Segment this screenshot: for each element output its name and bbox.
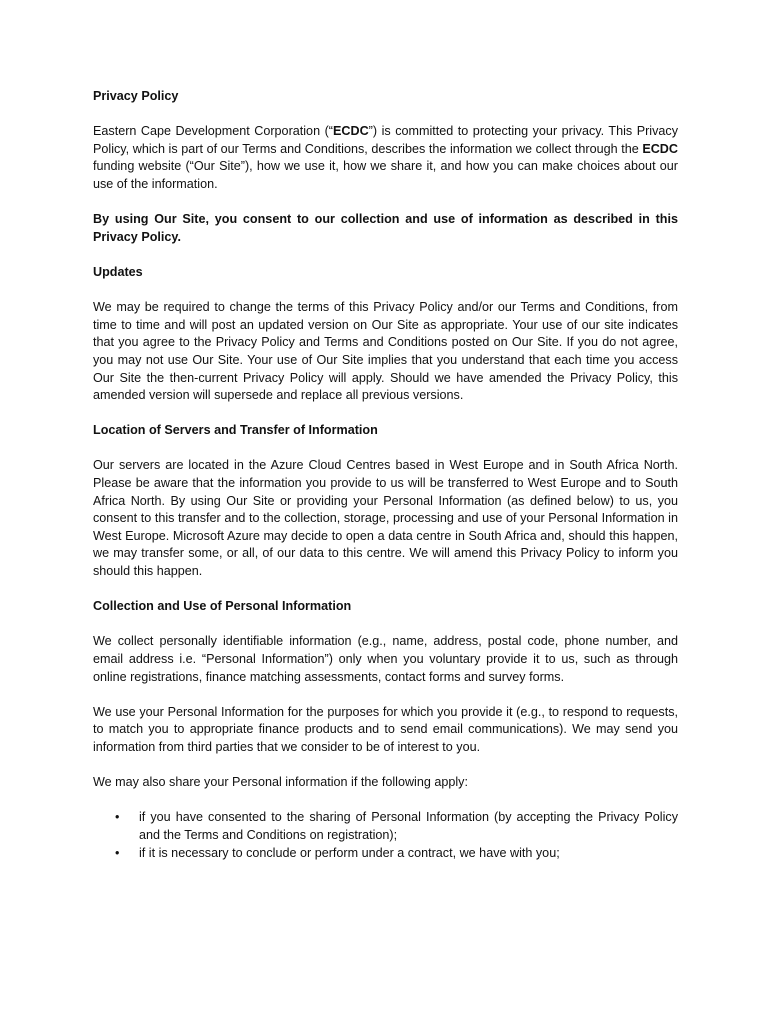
collection-paragraph-1: We collect personally identifiable information (e.g., name, address, postal code, phone number, and email address i.e. “Personal Information”) only when you voluntary provide it to us, such as through online registrations, finance matching assessments, contact forms and survey forms. [93, 634, 678, 684]
list-item-text: if it is necessary to conclude or perform under a contract, we have with you; [139, 845, 560, 860]
document-title: Privacy Policy [93, 89, 179, 103]
sharing-conditions-list [93, 809, 678, 862]
intro-text-2: ”) is committed to protecting your privacy. This Privacy Policy, which is part of our Terms and Conditions, describes the information we collect through the [93, 124, 678, 156]
org-abbreviation: ECDC [332, 124, 369, 139]
collection-paragraph-3: We may also share your Personal information if the following apply: [93, 775, 468, 790]
intro-text-3: funding website (“Our Site”), how we use it, how we share it, and how you can make choices about our use of the information. [93, 159, 678, 191]
location-paragraph: Our servers are located in the Azure Cloud Centres based in West Europe and in South Africa North. Please be aware that the information you provide to us will be transferred to West Europe and to South Africa North. By using Our Site or providing your Personal Information (as defined below) to us, you consent to this transfer and to the collection, storage, processing and use of your Personal Information in West Europe. Microsoft Azure may decide to open a data centre in South Africa and, should this happen, we may transfer some, or all, of our data to this centre. We will amend this Privacy Policy to inform you should this happen. [93, 458, 678, 579]
bullet-icon: • [115, 810, 120, 825]
list-item-text: if you have consented to the sharing of Personal Information (by accepting the Privacy Policy and the Terms and Conditions on registration); [139, 810, 678, 842]
intro-paragraph [93, 123, 678, 193]
document-page [93, 88, 678, 862]
bullet-icon: • [115, 845, 120, 860]
list-item [93, 845, 678, 863]
intro-text-1: Eastern Cape Development Corporation (“ [93, 124, 333, 139]
section-heading-updates: Updates [93, 264, 143, 279]
updates-paragraph: We may be required to change the terms of this Privacy Policy and/or our Terms and Conditions, from time to time and will post an updated version on Our Site as appropriate. Your use of our site indicates that you agree to the Privacy Policy and Terms and Conditions posted on Our Site. If you do not agree, you may not use Our Site. Your use of Our Site implies that you understand that each time you access Our Site the then-current Privacy Policy will apply. Should we have amended the Privacy Policy, this amended version will supersede and replace all previous versions. [93, 300, 678, 403]
list-item [93, 809, 678, 844]
section-heading-collection: Collection and Use of Personal Information [93, 599, 352, 614]
org-abbreviation: ECDC [642, 141, 678, 156]
consent-statement: By using Our Site, you consent to our collection and use of information as described in this Privacy Policy. [93, 212, 678, 244]
collection-paragraph-2: We use your Personal Information for the purposes for which you provide it (e.g., to respond to requests, to match you to appropriate finance products and to send email communications). We may send you information from third parties that we consider to be of interest to you. [93, 704, 678, 754]
section-heading-location: Location of Servers and Transfer of Information [93, 423, 378, 438]
